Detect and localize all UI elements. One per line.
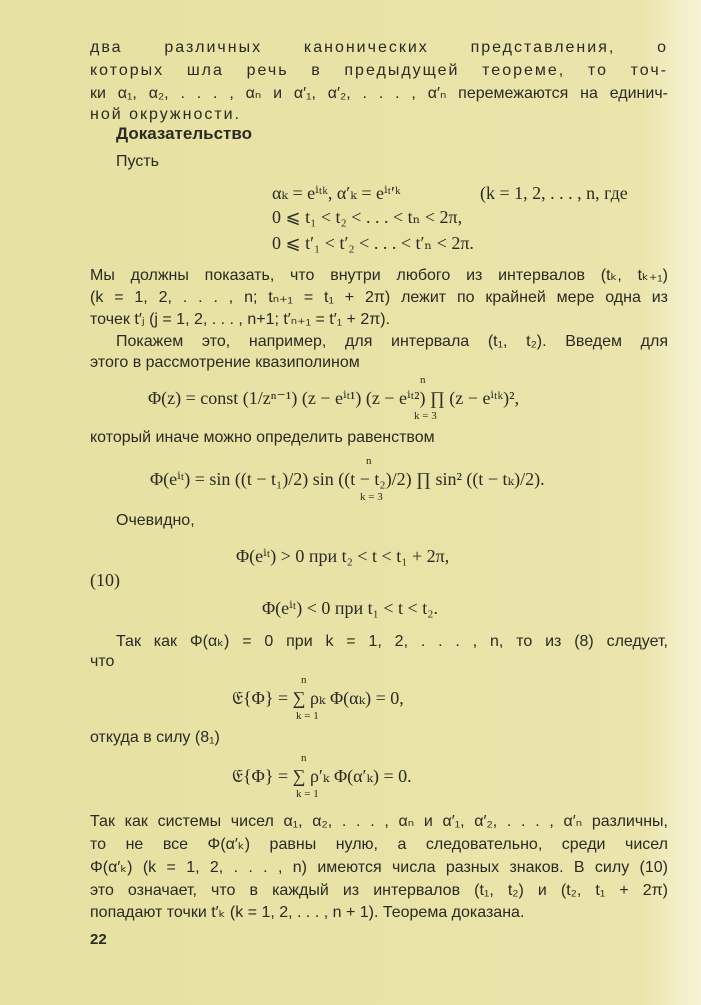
product-lower-limit: k = 3 [360, 491, 383, 503]
obviously-text: Очевидно, [116, 512, 195, 529]
paragraph-line: Φ(α′ₖ) (k = 1, 2, . . . , n) имеются числа разных знаков. В силу (10) [90, 859, 668, 876]
sum-upper-limit: n [301, 674, 307, 686]
paragraph-line: этого в рассмотрение квазиполином [90, 354, 360, 371]
sum-upper-limit: n [301, 752, 307, 764]
paragraph-line: ки α₁, α₂, . . . , αₙ и α′₁, α′₂, . . . , α′ₙ перемежаются на единич- [90, 85, 668, 102]
equation-order-t: 0 ⩽ t₁ < t₂ < . . . < tₙ < 2π, [272, 207, 463, 227]
paragraph-line: откуда в силу (8₁) [90, 729, 220, 746]
sum-lower-limit: k = 1 [296, 788, 319, 800]
paragraph-line: который иначе можно определить равенством [90, 429, 435, 446]
equation-number: (10) [90, 570, 120, 590]
paragraph-line: Так как Φ(αₖ) = 0 при k = 1, 2, . . . , n, то из (8) следует, [116, 633, 668, 650]
equation-quasipolynomial: Φ(z) = const (1/zⁿ⁻¹) (z − eⁱᵗ¹) (z − eⁱᵗ²) ∏ (z − eⁱᵗᵏ)², [148, 388, 520, 408]
paragraph-line: (k = 1, 2, . . . , n; tₙ₊₁ = t₁ + 2π) лежит по крайней мере одна из [90, 289, 668, 306]
paragraph-line: два различных канонических представления, о [90, 39, 668, 56]
equation-definition: αₖ = eⁱᵗᵏ, α′ₖ = eⁱᵗ′ᵏ [272, 183, 401, 203]
paragraph-line: которых шла речь в предыдущей теореме, то точ- [90, 62, 668, 79]
proof-heading: Доказательство [116, 124, 252, 143]
product-upper-limit: n [366, 455, 372, 467]
equation-phi-e: Φ(eⁱᵗ) = sin ((t − t₁)/2) sin ((t − t₂)/2) ∏ sin² ((t − tₖ)/2). [150, 469, 545, 489]
paragraph-line: точек t′ⱼ (j = 1, 2, . . . , n+1; t′ₙ₊₁ = t′₁ + 2π). [90, 311, 391, 328]
paragraph-line: ной окружности. [90, 106, 242, 123]
equation-condition: (k = 1, 2, . . . , n, где [480, 183, 628, 203]
paragraph-line: что [90, 653, 115, 670]
paragraph-line: Покажем это, например, для интервала (t₁, t₂). Введем для [116, 333, 668, 350]
equation-positive: Φ(eⁱᵗ) > 0 при t₂ < t < t₁ + 2π, [236, 546, 450, 566]
product-upper-limit: n [420, 374, 426, 386]
equation-sum-rho: 𝔈{Φ} = ∑ ρₖ Φ(αₖ) = 0, [232, 688, 404, 708]
equation-sum-rho-prime: 𝔈{Φ} = ∑ ρ′ₖ Φ(α′ₖ) = 0. [232, 766, 412, 786]
equation-order-t-prime: 0 ⩽ t′₁ < t′₂ < . . . < t′ₙ < 2π. [272, 233, 474, 253]
product-lower-limit: k = 3 [414, 410, 437, 422]
paragraph-line: Так как системы чисел α₁, α₂, . . . , αₙ и α′₁, α′₂, . . . , α′ₙ различны, [90, 813, 668, 830]
sum-lower-limit: k = 1 [296, 710, 319, 722]
page-number: 22 [90, 931, 107, 948]
let-text: Пусть [116, 153, 159, 170]
paragraph-line: то не все Φ(α′ₖ) равны нулю, а следовательно, среди чисел [90, 836, 668, 853]
equation-negative: Φ(eⁱᵗ) < 0 при t₁ < t < t₂. [262, 598, 438, 618]
paragraph-line: Мы должны показать, что внутри любого из интервалов (tₖ, tₖ₊₁) [90, 267, 668, 284]
paragraph-line: это означает, что в каждый из интервалов (t₁, t₂) и (t₂, t₁ + 2π) [90, 882, 668, 899]
paragraph-line: попадают точки t′ₖ (k = 1, 2, . . . , n + 1). Теорема доказана. [90, 904, 525, 921]
